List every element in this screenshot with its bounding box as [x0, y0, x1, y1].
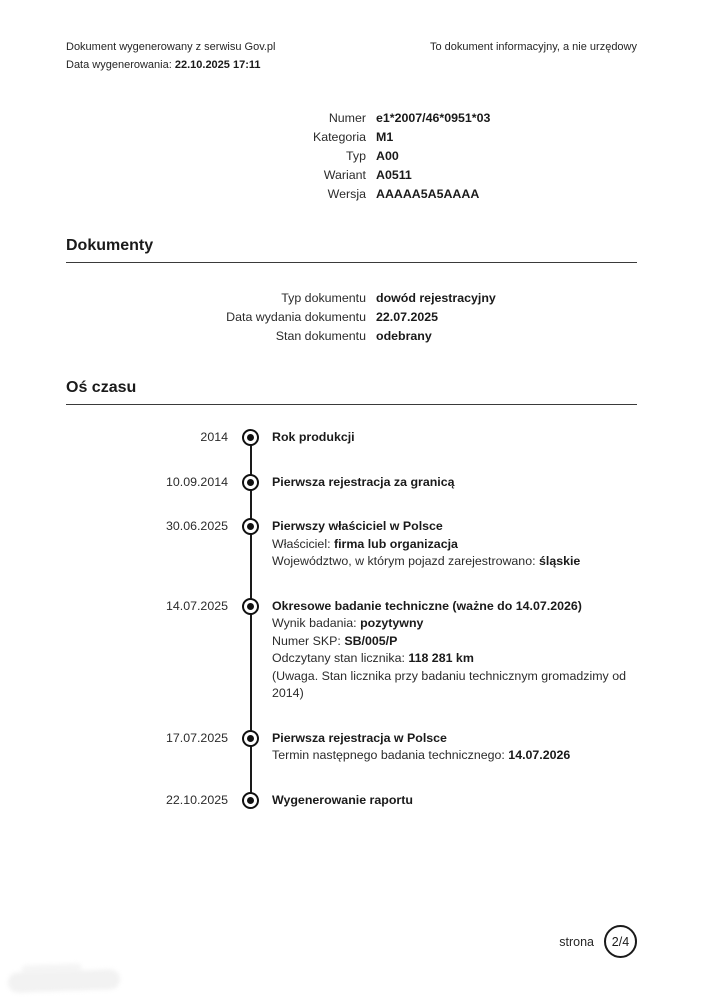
timeline-marker-column: [228, 429, 272, 447]
kv-label: Data wydania dokumentu: [226, 310, 366, 324]
kv-value: dowód rejestracyjny: [376, 291, 496, 305]
kv-row: [66, 128, 637, 147]
kv-label: Wersja: [327, 187, 366, 201]
watermark: [8, 969, 121, 993]
kv-row: [66, 166, 637, 185]
timeline-marker-icon: [242, 730, 259, 747]
section-title-documents: Dokumenty: [66, 236, 637, 263]
timeline-event: [66, 474, 637, 492]
vehicle-meta-list: [66, 109, 637, 204]
kv-row: [66, 308, 637, 327]
document-header-left: [66, 38, 276, 74]
kv-row: [66, 147, 637, 166]
informational-note: To dokument informacyjny, a nie urzędowy: [429, 41, 637, 53]
timeline-event: [66, 730, 637, 765]
timeline-event-title: Wygenerowanie raportu: [272, 792, 413, 807]
timeline-marker-column: [228, 792, 272, 810]
detail-label: Numer SKP:: [272, 633, 341, 648]
timeline-event-date: 17.07.2025: [165, 730, 228, 745]
timeline-marker-dot-icon: [247, 603, 254, 610]
timeline-event: [66, 598, 637, 703]
timeline-event-content: [272, 598, 637, 703]
timeline-marker-column: [228, 474, 272, 492]
kv-row: [66, 185, 637, 204]
timeline-event: [66, 792, 637, 810]
kv-row: [66, 109, 637, 128]
detail-label: Termin następnego badania technicznego:: [272, 748, 505, 762]
page-footer: [559, 925, 637, 958]
timeline-event-title: Okresowe badanie techniczne (ważne do 14.07.2026): [272, 598, 582, 613]
timeline-event-date: 22.10.2025: [165, 792, 228, 807]
timeline-event-date: 14.07.2025: [165, 598, 228, 613]
kv-label: Numer: [328, 111, 366, 125]
timeline-event-detail: [272, 553, 637, 571]
kv-value: M1: [376, 130, 394, 144]
document-header: [66, 38, 637, 74]
detail-label: Odczytany stan licznika:: [272, 651, 405, 665]
timeline-marker-column: [228, 598, 272, 703]
kv-value: AAAAA5A5AAAA: [376, 187, 480, 201]
timeline-marker-icon: [242, 429, 259, 446]
timeline-event-title: Pierwsza rejestracja w Polsce: [272, 730, 447, 745]
detail-value: śląskie: [538, 554, 581, 568]
timeline-event-detail: [272, 615, 637, 633]
documents-list: [66, 289, 637, 346]
timeline-marker-icon: [242, 598, 259, 615]
timeline-marker-dot-icon: [247, 797, 254, 804]
timeline-event-note: (Uwaga. Stan licznika przy badaniu technicznym gromadzimy od 2014): [272, 668, 626, 700]
timeline-marker-column: [228, 518, 272, 571]
timeline-marker-dot-icon: [247, 523, 254, 530]
timeline-event-date: 2014: [200, 430, 228, 444]
kv-value: A00: [376, 149, 399, 163]
timeline-event-content: [272, 792, 637, 810]
detail-label: Województwo, w którym pojazd zarejestrowano:: [272, 554, 536, 568]
kv-label: Kategoria: [312, 130, 366, 144]
kv-label: Typ: [346, 149, 366, 163]
kv-label: Stan dokumentu: [275, 329, 366, 343]
timeline-event-detail: [272, 536, 637, 554]
kv-row: [66, 289, 637, 308]
timeline-event-date: 30.06.2025: [165, 519, 228, 533]
generation-date-value: 22.10.2025 17:11: [174, 59, 261, 71]
section-title-timeline: Oś czasu: [66, 378, 637, 405]
kv-value: odebrany: [376, 329, 432, 343]
timeline-event-content: [272, 518, 637, 571]
detail-value: pozytywny: [360, 616, 424, 630]
timeline-marker-icon: [242, 792, 259, 809]
timeline-event-title: Pierwszy właściciel w Polsce: [272, 519, 443, 533]
page-number-badge: 2/4: [604, 925, 637, 958]
detail-value: SB/005/P: [344, 633, 398, 648]
timeline-event-detail: [272, 650, 637, 668]
timeline: [66, 429, 637, 809]
timeline-event-content: [272, 730, 637, 765]
timeline-event: [66, 429, 637, 447]
timeline-marker-icon: [242, 518, 259, 535]
detail-label: Właściciel:: [272, 536, 331, 551]
timeline-event-content: [272, 429, 637, 447]
timeline-marker-dot-icon: [247, 479, 254, 486]
generated-from-note: Dokument wygenerowany z serwisu Gov.pl: [66, 41, 276, 53]
timeline-event: [66, 518, 637, 571]
kv-row: [66, 327, 637, 346]
timeline-event-detail: [272, 747, 637, 765]
timeline-marker-dot-icon: [247, 434, 254, 441]
timeline-marker-dot-icon: [247, 735, 254, 742]
timeline-event-title: Pierwsza rejestracja za granicą: [272, 474, 455, 489]
kv-value: 22.07.2025: [376, 310, 439, 324]
timeline-event-content: [272, 474, 637, 492]
kv-label: Wariant: [323, 168, 366, 182]
kv-label: Typ dokumentu: [281, 291, 366, 305]
detail-value: 118 281 km: [408, 651, 474, 665]
generation-date-line: [66, 56, 276, 74]
timeline-marker-column: [228, 730, 272, 765]
kv-value: A0511: [376, 168, 412, 182]
generation-date-label: Data wygenerowania:: [66, 59, 172, 71]
timeline-event-detail: [272, 633, 637, 651]
detail-value: 14.07.2026: [508, 748, 571, 762]
kv-value: e1*2007/46*0951*03: [376, 111, 491, 125]
timeline-event-date: 10.09.2014: [165, 474, 228, 489]
timeline-marker-icon: [242, 474, 259, 491]
detail-label: Wynik badania:: [272, 616, 357, 630]
page-label: strona: [559, 934, 594, 949]
detail-value: firma lub organizacja: [333, 536, 458, 551]
timeline-event-title: Rok produkcji: [272, 430, 355, 444]
